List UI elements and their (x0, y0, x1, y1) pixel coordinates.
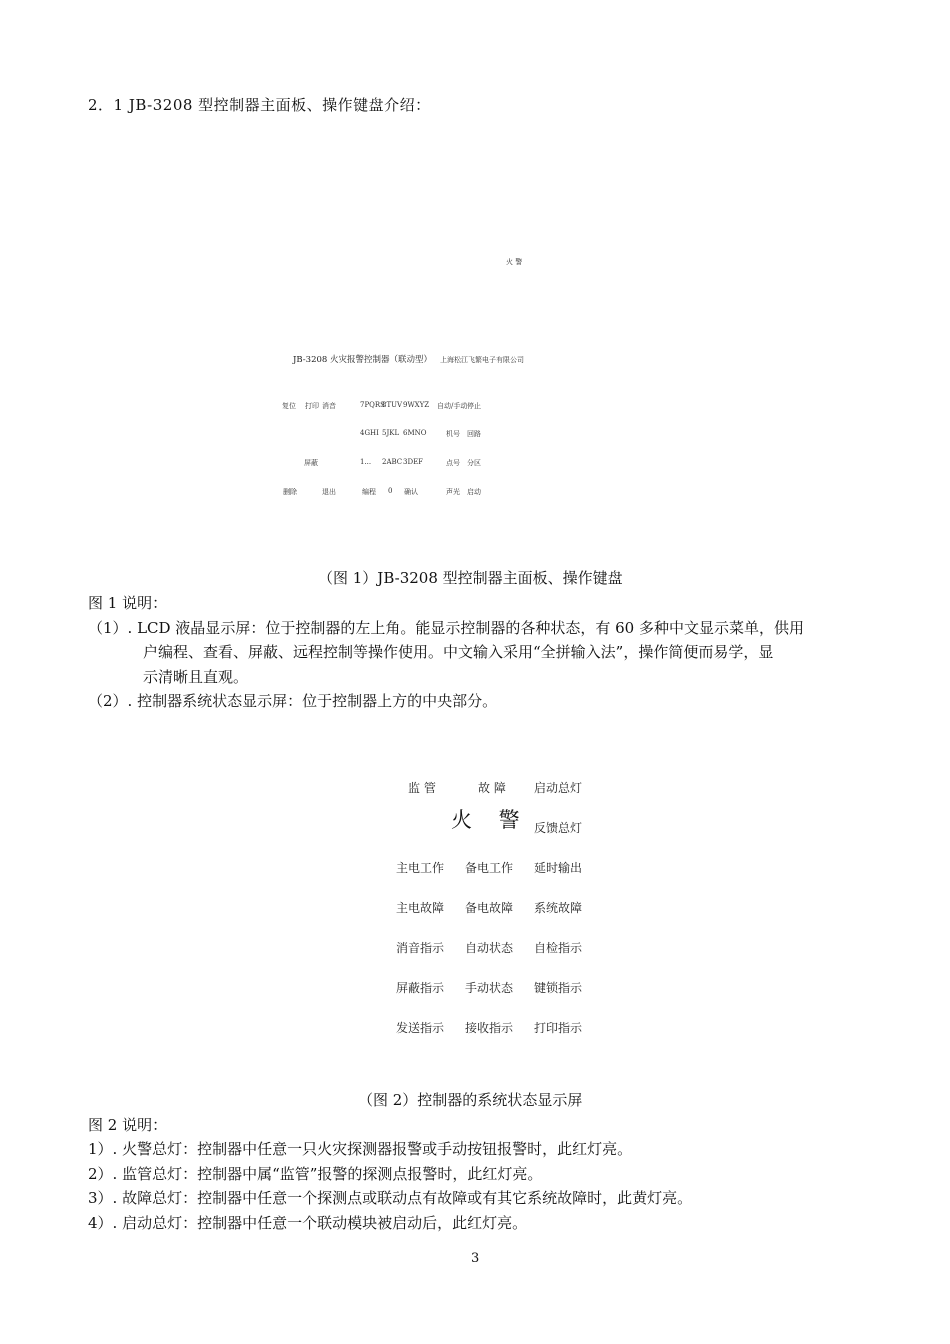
key-4: 4GHI (360, 429, 379, 437)
key-auto-manual: 自动/手动 (437, 402, 468, 410)
key-9: 9WXYZ (403, 401, 430, 409)
status-mask-indicator: 屏蔽指示 (396, 981, 445, 995)
key-silence: 消音 (322, 402, 336, 410)
key-reset: 复位 (282, 402, 296, 410)
key-exit: 退出 (322, 488, 336, 496)
key-program: 编程 (362, 488, 376, 496)
key-zone: 分区 (467, 459, 481, 467)
key-2: 2ABC (382, 458, 403, 466)
figure-2-note-4: 4）. 启动总灯：控制器中任意一个联动模块被启动后，此红灯亮。 (88, 1214, 528, 1232)
key-5: 5JKL (382, 429, 400, 437)
page-number: 3 (471, 1251, 480, 1266)
figure-1-caption: （图 1）JB-3208 型控制器主面板、操作键盘 (318, 569, 623, 587)
panel-title: JB-3208 火灾报警控制器（联动型） (293, 355, 433, 365)
figure-1-notes-title: 图 1 说明： (88, 594, 168, 612)
status-silence-indicator: 消音指示 (396, 941, 445, 955)
key-sound-light: 声光 (446, 488, 460, 496)
figure-1-note-1-line-3: 示清晰且直观。 (143, 668, 249, 686)
status-backup-power-work: 备电工作 (465, 861, 514, 875)
figure-2-note-1: 1）. 火警总灯：控制器中任意一只火灾探测器报警或手动按钮报警时，此红灯亮。 (88, 1140, 633, 1158)
figure-1-note-1-line-1: （1）. LCD 液晶显示屏：位于控制器的左上角。能显示控制器的各种状态，有 60 多种中文显示菜单，供用 (88, 619, 804, 637)
status-print-indicator: 打印指示 (534, 1021, 583, 1035)
status-start-master: 启动总灯 (534, 781, 583, 795)
status-key-lock-indicator: 键锁指示 (534, 981, 583, 995)
panel-company: 上海松江飞繁电子有限公司 (440, 356, 524, 364)
key-confirm: 确认 (404, 488, 418, 496)
status-main-power-work: 主电工作 (396, 861, 445, 875)
key-delete: 删除 (283, 488, 297, 496)
status-send-indicator: 发送指示 (396, 1021, 445, 1035)
section-heading: 2．1 JB-3208 型控制器主面板、操作键盘介绍： (88, 96, 431, 114)
fire-alarm-label: 火 警 (506, 258, 523, 266)
key-8: 8TUV (382, 401, 403, 409)
figure-2-note-3: 3）. 故障总灯：控制器中任意一个探测点或联动点有故障或有其它系统故障时，此黄灯亮。 (88, 1189, 693, 1207)
key-3: 3DEF (403, 458, 424, 466)
key-point-no: 点号 (446, 459, 460, 467)
key-print: 打印 (305, 402, 319, 410)
key-7: 7PQRS (360, 401, 385, 409)
key-stop: 停止 (467, 402, 481, 410)
status-main-power-fault: 主电故障 (396, 901, 445, 915)
status-supervision: 监 管 (408, 781, 436, 795)
status-backup-power-fault: 备电故障 (465, 901, 514, 915)
figure-1-note-2: （2）. 控制器系统状态显示屏：位于控制器上方的中央部分。 (88, 692, 498, 710)
key-machine-no: 机号 (446, 430, 460, 438)
figure-2-note-2: 2）. 监管总灯：控制器中属“监管”报警的探测点报警时，此红灯亮。 (88, 1165, 543, 1183)
status-feedback-master: 反馈总灯 (534, 821, 583, 835)
key-loop: 回路 (467, 430, 481, 438)
key-0: 0 (388, 487, 393, 495)
key-1: 1... (360, 458, 372, 466)
status-fault: 故 障 (478, 781, 506, 795)
key-6: 6MNO (403, 429, 427, 437)
key-mask: 屏蔽 (304, 459, 318, 467)
figure-2-caption: （图 2）控制器的系统状态显示屏 (358, 1091, 583, 1109)
key-start: 启动 (467, 488, 481, 496)
status-delay-output: 延时输出 (534, 861, 583, 875)
figure-2-notes-title: 图 2 说明： (88, 1116, 168, 1134)
status-self-test-indicator: 自检指示 (534, 941, 583, 955)
figure-1-note-1-line-2: 户编程、查看、屏蔽、远程控制等操作使用。中文输入采用“全拼输入法”，操作简便而易学，显 (143, 643, 774, 661)
status-receive-indicator: 接收指示 (465, 1021, 514, 1035)
status-system-fault: 系统故障 (534, 901, 583, 915)
status-manual-state: 手动状态 (465, 981, 514, 995)
status-auto-state: 自动状态 (465, 941, 514, 955)
status-fire-alarm: 火 警 (451, 808, 530, 832)
